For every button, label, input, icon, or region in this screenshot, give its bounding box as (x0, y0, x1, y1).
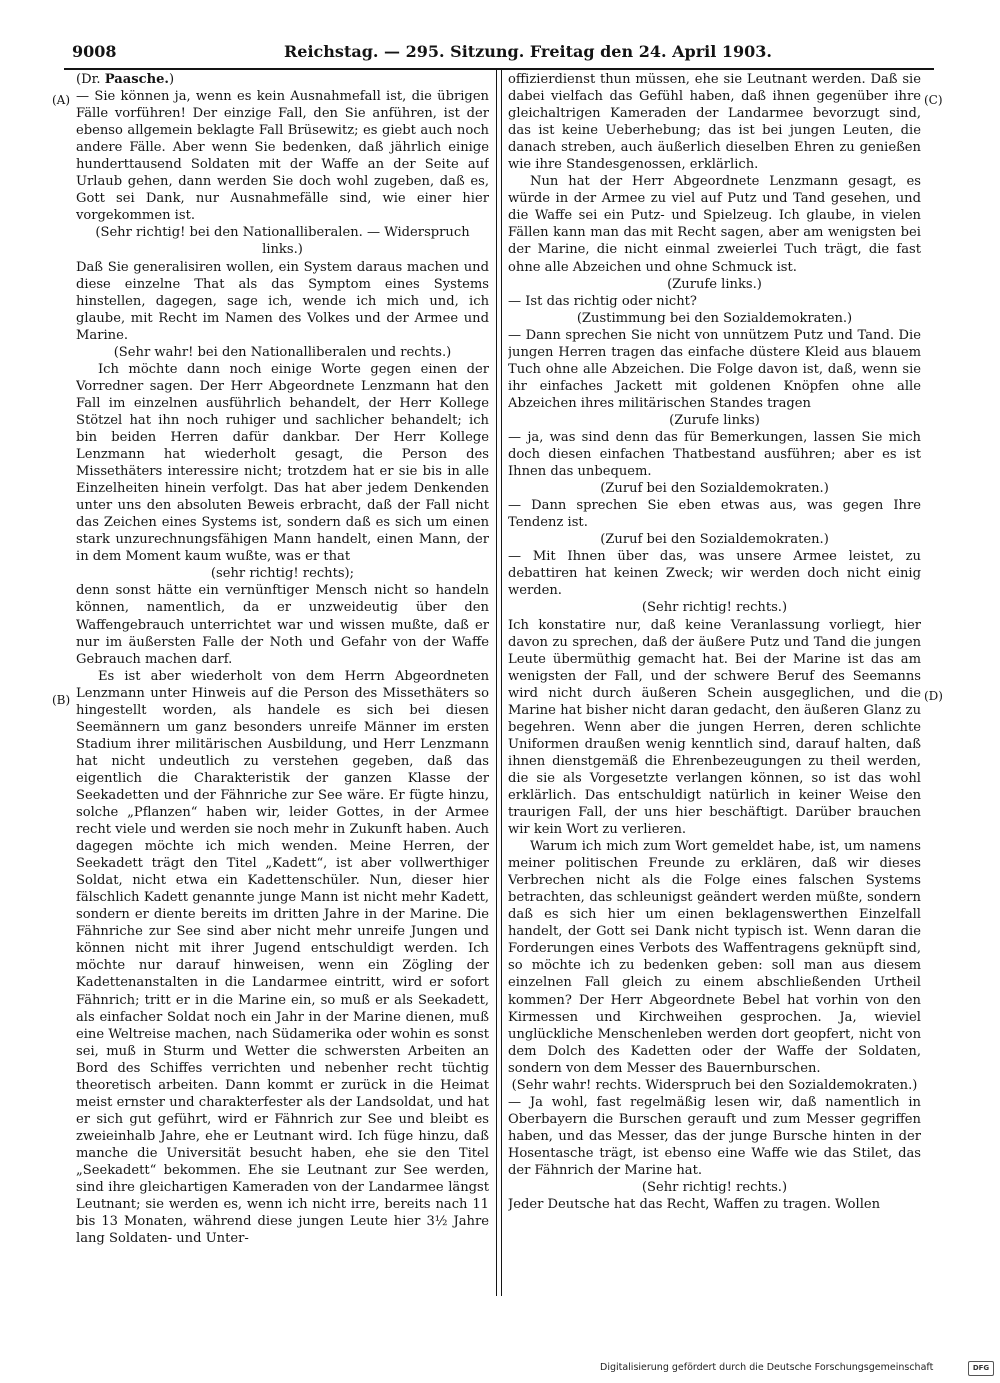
interjection: (Zurufe links.) (667, 276, 762, 292)
interjection: (Zurufe links) (669, 412, 760, 428)
interjection: (Sehr richtig! bei den Nationalliberalen. — Widerspruch links.) (95, 225, 470, 258)
interjection: (Sehr wahr! rechts. Widerspruch bei den Sozialdemokraten.) (511, 1077, 918, 1093)
paragraph: — Dann sprechen Sie eben etwas aus, was gegen Ihre Tendenz ist. (508, 498, 921, 531)
margin-marker-a: (A) (52, 93, 71, 107)
column-divider (496, 70, 502, 1296)
paragraph: Warum ich mich zum Wort gemeldet habe, ist, um namens meiner politischen Freunde zu erklären, daß wir dieses Verbrechen nicht als die Folge eines falschen Systems betrachten, das schleunigst geändert werden müßte, sondern daß es sich hier um einen beklagenswerthen Einzelfall handelt, der Gott sei Dank nicht typisch ist. Wenn daran die Forderungen eines Verbots des Waffentragens geknüpft sind, so möchte ich zu bedenken geben: soll man aus diesem einzelnen Fall gleich zu einem abschließenden Urtheil kommen? Der Herr Abgeordnete Bebel hat vorhin von den Kirmessen und Kirchweihen gesprochen. Ja, wieviel unglückliche Menschenleben werden dort geopfert, nicht von dem Dolch des Kadetten oder der Waffe der Soldaten, sondern von dem Messer des Bauernburschen. (508, 839, 921, 1076)
paragraph: — Ja wohl, fast regelmäßig lesen wir, daß namentlich in Oberbayern die Burschen gerauft und zum Messer gegriffen haben, und das Messer, das der junge Bursche hinten in der Hosentasche trägt, ist ebenso eine Waffe wie das Stilet, das der Fähnrich der Marine hat. (508, 1094, 921, 1178)
interjection: (Sehr richtig! rechts.) (641, 600, 788, 616)
paragraph: Daß Sie generalisiren wollen, ein System daraus machen und diese einzelne That als das Symptom eines Systems hinstellen, dagegen, sage ich, wende ich mich und, ich glaube, mit Recht im Namen des Volkes und der Armee und Marine. (76, 259, 489, 343)
right-column (508, 71, 921, 1293)
speaker-name: Paasche. (104, 72, 169, 87)
paragraph: — ja, was sind denn das für Bemerkungen, lassen Sie mich doch diesen einfachen Thatbestand ausführen; aber es ist Ihnen das unbequem. (508, 429, 921, 480)
interjection: (Sehr wahr! bei den Nationalliberalen und rechts.) (113, 344, 452, 360)
speaker-line (76, 71, 489, 88)
paragraph: — Mit Ihnen über das, was unsere Armee leistet, zu debattiren hat keinen Zweck; wir werden doch nicht einig werden. (508, 549, 921, 599)
interjection: (Zuruf bei den Sozialdemokraten.) (600, 481, 829, 497)
margin-marker-b: (B) (52, 693, 71, 707)
margin-marker-c: (C) (924, 93, 943, 107)
paragraph: offizierdienst thun müssen, ehe sie Leutnant werden. Daß sie dabei vielfach das Gefühl haben, daß ihnen gegenüber ihre gleichaltrigen Kameraden der Landarmee bevorzugt sind, das ist keine Ueberhebung; das ist bei jungen Leuten, die danach streben, auch äußerlich dieselben Ehren zu genießen wie ihre Standesgenossen, erklärlich. (508, 72, 921, 173)
paragraph: Nun hat der Herr Abgeordnete Lenzmann gesagt, es würde in der Armee zu viel auf Putz und Tand gesehen, und die Waffe sei ein Putz- und Spielzeug. Ich glaube, in vielen Fällen kann man das mit Recht sagen, aber am wenigsten bei der Marine, die nicht einmal zweierlei Tuch trägt, die fast ohne alle Abzeichen und ohne Schmuck ist. (508, 174, 921, 275)
paragraph: — Dann sprechen Sie nicht von unnützem Putz und Tand. Die jungen Herren tragen das einfache düstere Kleid aus blauem Tuch ohne alle Abzeichen. Die Folge davon ist, daß, wenn sie ihr einfaches Jackett mit goldenen Knöpfen ohne alle Abzeichen ihres militärischen Standes tragen (508, 327, 921, 411)
footer (600, 1362, 990, 1376)
page-number: 9008 (72, 42, 117, 61)
paragraph: Jeder Deutsche hat das Recht, Waffen zu tragen. Wollen (508, 1197, 881, 1213)
paragraph: Es ist aber wiederholt von dem Herrn Abgeordneten Lenzmann unter Hinweis auf die Person des Missethäters so hingestellt worden, als handele es sich bei diesen Seemännern um ganz besonders unreife Männer im ersten Stadium ihrer militärischen Ausbildung, und Herr Lenzmann hat nicht undeutlich zu verstehen gegeben, daß das eigentlich die Charakteristik der ganzen Klasse der Seekadetten und der Fähnriche zur See wäre. Er fügte hinzu, solche „Pflanzen“ haben wir, leider Gottes, in der Armee recht viele und werden sie noch mehr in Zukunft haben. Auch dagegen möchte ich mich wenden. Meine Herren, der Seekadett trägt den Titel „Kadett“, ist aber vollwerthiger Soldat, nicht etwa ein Kadettenschüler. Nun, dieser hier fälschlich Kadett genannte junge Mann ist nicht mehr Kadett, sondern er diente bereits im dritten Jahre in der Marine. Die Fähnriche zur See sind aber nicht mehr unreife Jungen und können nicht mit ihrer Jugend entschuldigt werden. Ich möchte nur darauf hinweisen, wenn ein Zögling der Kadettenanstalten in die Landarmee eintritt, wird er sofort Fähnrich; tritt er in die Marine ein, so muß er als Seekadett, als einfacher Soldat noch ein Jahr in der Marine dienen, muß eine Weltreise machen, nach Südamerika oder wohin es sonst sei, muß in Sturm und Wetter die schwersten Arbeiten an Bord des Schiffes verrichten und nebenher recht tüchtig theoretisch arbeiten. Dann kommt er zurück in die Heimat meist ernster und charakterfester als der Landsoldat, und hat er sich gut geführt, wird er Fähnrich zur See und bleibt es zweieinhalb Jahre, ehe er Leutnant wird. Ich füge hinzu, daß manche die Universität besucht haben, ehe sie den Titel „Seekadett“ bekommen. Ehe sie Leutnant zur See werden, sind ihre gleichartigen Kameraden von der Landarmee längst Leutnant; sie werden es, wenn ich nicht irre, bereits nach 11 bis 13 Monaten, während diese jungen Leute hier 3½ Jahre lang Soldaten- und Unter- (76, 668, 489, 1247)
paragraph: — Ist das richtig oder nicht? (508, 293, 697, 309)
page-header (72, 42, 772, 64)
margin-marker-d: (D) (924, 689, 943, 703)
funding-note: Digitalisierung gefördert durch die Deutsche Forschungsgemeinschaft (600, 1362, 934, 1373)
interjection: (Zuruf bei den Sozialdemokraten.) (600, 532, 829, 548)
speaker-open: (Dr. (76, 72, 105, 87)
running-title: Reichstag. — 295. Sitzung. Freitag den 24. April 1903. (284, 42, 772, 61)
speaker-close: ) (168, 72, 175, 87)
left-column (76, 71, 489, 1293)
dfg-logo: DFG (968, 1361, 994, 1376)
paragraph: Ich konstatire nur, daß keine Veranlassung vorliegt, hier davon zu sprechen, daß der äußere Putz und Tand die jungen Leute übermüthig gemacht hat. Bei der Marine ist das am wenigsten der Fall, und der schwere Beruf des Seemanns wird nicht durch äußeren Schein ausgeglichen, und die Marine hat bisher nicht daran gedacht, den äußeren Glanz zu begehren. Wenn aber die jungen Herren, deren schlichte Uniformen draußen wenig kenntlich sind, darauf halten, daß ihnen dienstgemäß die Ehrenbezeugungen zu theil werden, die sie als Vorgesetzte verlangen können, so ist das wohl erklärlich. Das entschuldigt natürlich in keiner Weise den traurigen Fall, der uns hier beschäftigt. Darüber brauchen wir kein Wort zu verlieren. (508, 617, 921, 838)
interjection: (Sehr richtig! rechts.) (641, 1180, 788, 1196)
paragraph: — Sie können ja, wenn es kein Ausnahmefall ist, die übrigen Fälle vorführen! Der einzige Fall, den Sie anführen, ist der ebenso allgemein beklagte Fall Brüsewitz; es giebt auch noch andere Fälle. Aber wenn Sie bedenken, daß jährlich einige hunderttausend Soldaten mit der Waffe an der Seite auf Urlaub gehen, dann werden Sie doch wohl zugeben, daß es, Gott sei Dank, nur Ausnahmefälle sind, wie einer hier vorgekommen ist. (76, 89, 489, 224)
paragraph: Ich möchte dann noch einige Worte gegen einen der Vorredner sagen. Der Herr Abgeordnete Lenzmann hat den Fall im einzelnen ausführlich behandelt, der Herr Kollege Stötzel hat ihn noch ruhiger und sachlicher behandelt; ich bin beiden Herren dafür dankbar. Der Herr Kollege Lenzmann hat wiederholt gesagt, die Person des Missethäters interessire nicht; trotzdem hat er sie bis in alle Einzelheiten hinein verfolgt. Das hat aber jedem Denkenden unter uns den absoluten Beweis erbracht, daß der Fall nicht das Zeichen eines Systems ist, sondern daß es sich um einen stark unzurechnungsfähigen Mann handelt, einen Mann, der in dem Moment kaum wußte, was er that (76, 361, 489, 565)
paragraph: denn sonst hätte ein vernünftiger Mensch nicht so handeln können, namentlich, da er unzweideutig über den Waffengebrauch unterrichtet war und wissen mußte, daß er nur im äußersten Falle der Noth und Gefahr von der Waffe Gebrauch machen darf. (76, 583, 489, 667)
interjection: (sehr richtig! rechts); (210, 566, 355, 582)
interjection: (Zustimmung bei den Sozialdemokraten.) (576, 310, 853, 326)
